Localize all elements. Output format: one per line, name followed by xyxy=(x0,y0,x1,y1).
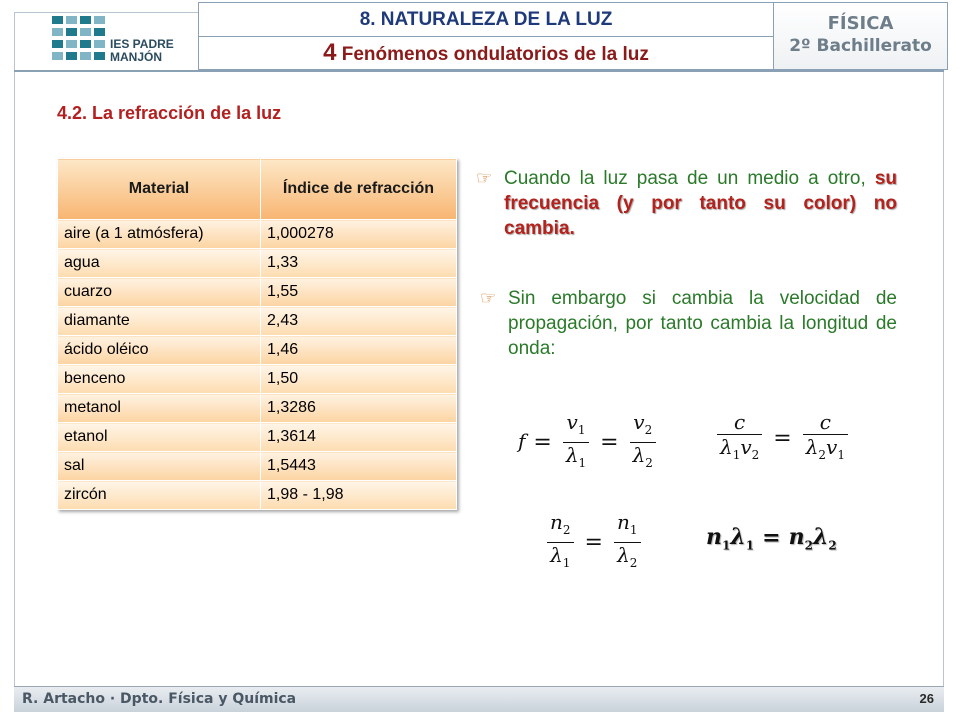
pointing-hand-icon: ☞ xyxy=(480,288,497,308)
table-row xyxy=(58,278,457,307)
page-number: 26 xyxy=(919,691,934,706)
table-row xyxy=(58,336,457,365)
index-cell: 2,43 xyxy=(261,307,457,336)
eq-symbol: λ xyxy=(720,435,733,459)
material-cell: benceno xyxy=(58,365,261,394)
equation-speed xyxy=(714,410,851,467)
eq-fraction xyxy=(717,410,762,467)
table-row xyxy=(58,365,457,394)
eq-subscript: 2 xyxy=(751,448,760,462)
eq-symbol: n xyxy=(788,524,805,550)
index-cell: 1,50 xyxy=(261,365,457,394)
eq-symbol: n xyxy=(550,510,563,534)
table-row xyxy=(58,249,457,278)
eq-fraction xyxy=(547,510,574,575)
equation-frequency xyxy=(518,410,659,475)
index-cell: 1,33 xyxy=(261,249,457,278)
index-cell: 1,3614 xyxy=(261,423,457,452)
column-header-index: Índice de refracción xyxy=(261,159,457,220)
eq-equals: = xyxy=(600,430,619,455)
logo-grid-icon xyxy=(52,16,106,62)
eq-symbol: v xyxy=(826,435,838,459)
eq-symbol: λ xyxy=(617,543,630,567)
table-row xyxy=(58,307,457,336)
logo-text-line1: IES PADRE xyxy=(110,37,174,51)
eq-symbol: λ xyxy=(565,443,579,467)
eq-subscript: 2 xyxy=(645,456,653,470)
material-cell: diamante xyxy=(58,307,261,336)
course-level: 2º Bachillerato xyxy=(789,36,932,56)
eq-subscript: 1 xyxy=(732,448,741,462)
eq-equals: = xyxy=(533,430,552,455)
material-cell: zircón xyxy=(58,481,261,510)
eq-equals: = xyxy=(773,426,792,451)
lesson-title-text: Fenómenos ondulatorios de la luz xyxy=(341,44,649,65)
eq-subscript: 2 xyxy=(804,538,813,553)
unit-title-text: 8. NATURALEZA DE LA LUZ xyxy=(359,9,613,30)
eq-symbol: n xyxy=(706,524,722,550)
logo-text-line2: MANJÓN xyxy=(110,50,163,64)
header-divider xyxy=(14,70,944,72)
eq-symbol: v xyxy=(633,410,645,434)
column-header-material: Material xyxy=(58,159,261,220)
material-cell: aire (a 1 atmósfera) xyxy=(58,220,261,249)
index-cell: 1,98 - 1,98 xyxy=(261,481,457,510)
material-cell: metanol xyxy=(58,394,261,423)
lesson-title xyxy=(198,36,774,70)
equation-n-lambda xyxy=(706,524,837,552)
table-row xyxy=(58,394,457,423)
index-cell: 1,3286 xyxy=(261,394,457,423)
eq-subscript: 2 xyxy=(562,523,571,537)
index-cell: 1,5443 xyxy=(261,452,457,481)
eq-fraction xyxy=(563,410,589,475)
table-row xyxy=(58,423,457,452)
eq-subscript: 1 xyxy=(578,456,587,470)
eq-symbol: c xyxy=(803,410,848,435)
eq-fraction xyxy=(614,510,641,575)
lesson-number: 4 xyxy=(323,39,337,66)
eq-subscript: 2 xyxy=(818,448,827,462)
eq-fraction xyxy=(630,410,656,475)
material-cell: etanol xyxy=(58,423,261,452)
table-header-row xyxy=(58,159,457,220)
eq-fraction xyxy=(803,410,848,467)
bullet-frequency xyxy=(476,166,897,241)
refraction-index-table xyxy=(57,158,457,510)
eq-symbol: λ xyxy=(632,443,646,467)
eq-symbol: λ xyxy=(550,543,563,567)
material-cell: agua xyxy=(58,249,261,278)
eq-symbol: n xyxy=(616,510,630,534)
eq-subscript: 2 xyxy=(644,423,653,437)
index-cell: 1,55 xyxy=(261,278,457,307)
eq-subscript: 1 xyxy=(629,523,638,537)
table-row xyxy=(58,452,457,481)
eq-subscript: 1 xyxy=(577,423,586,437)
eq-symbol: λ xyxy=(730,524,746,550)
eq-symbol: f xyxy=(518,429,526,453)
bullet-frequency-text: Cuando la luz pasa de un medio a otro, xyxy=(504,168,875,189)
school-logo xyxy=(36,12,186,68)
course-badge xyxy=(774,2,948,70)
eq-subscript: 1 xyxy=(562,556,571,570)
unit-title xyxy=(198,2,774,36)
eq-symbol: v xyxy=(566,410,578,434)
bullet-velocity-text: Sin embargo si cambia la velocidad de propagación, por tanto cambia la longitud de onda: xyxy=(508,288,897,359)
eq-equals: = xyxy=(762,525,781,551)
section-title: 4.2. La refracción de la luz xyxy=(57,103,282,123)
material-cell: cuarzo xyxy=(58,278,261,307)
logo-text xyxy=(110,38,174,64)
footer-author: R. Artacho · Dpto. Física y Química xyxy=(22,691,297,707)
eq-subscript: 1 xyxy=(722,538,731,553)
index-cell: 1,000278 xyxy=(261,220,457,249)
eq-equals: = xyxy=(584,530,603,555)
table-row xyxy=(58,220,457,249)
material-cell: sal xyxy=(58,452,261,481)
eq-subscript: 1 xyxy=(837,448,845,462)
course-subject: FÍSICA xyxy=(827,13,894,34)
equation-index-ratio xyxy=(544,510,644,575)
index-cell: 1,46 xyxy=(261,336,457,365)
eq-subscript: 1 xyxy=(745,538,755,553)
eq-subscript: 2 xyxy=(828,538,837,553)
eq-symbol: c xyxy=(717,410,762,435)
table-row xyxy=(58,481,457,510)
material-cell: ácido oléico xyxy=(58,336,261,365)
footer xyxy=(14,686,944,712)
bullet-frequency-highlight: su frecuencia (y por tanto su color) no cambia. xyxy=(504,168,897,239)
eq-symbol: λ xyxy=(805,435,819,459)
pointing-hand-icon: ☞ xyxy=(476,168,493,188)
eq-symbol: v xyxy=(740,435,752,459)
eq-subscript: 2 xyxy=(629,556,638,570)
eq-symbol: λ xyxy=(812,524,829,550)
bullet-velocity xyxy=(480,286,897,361)
